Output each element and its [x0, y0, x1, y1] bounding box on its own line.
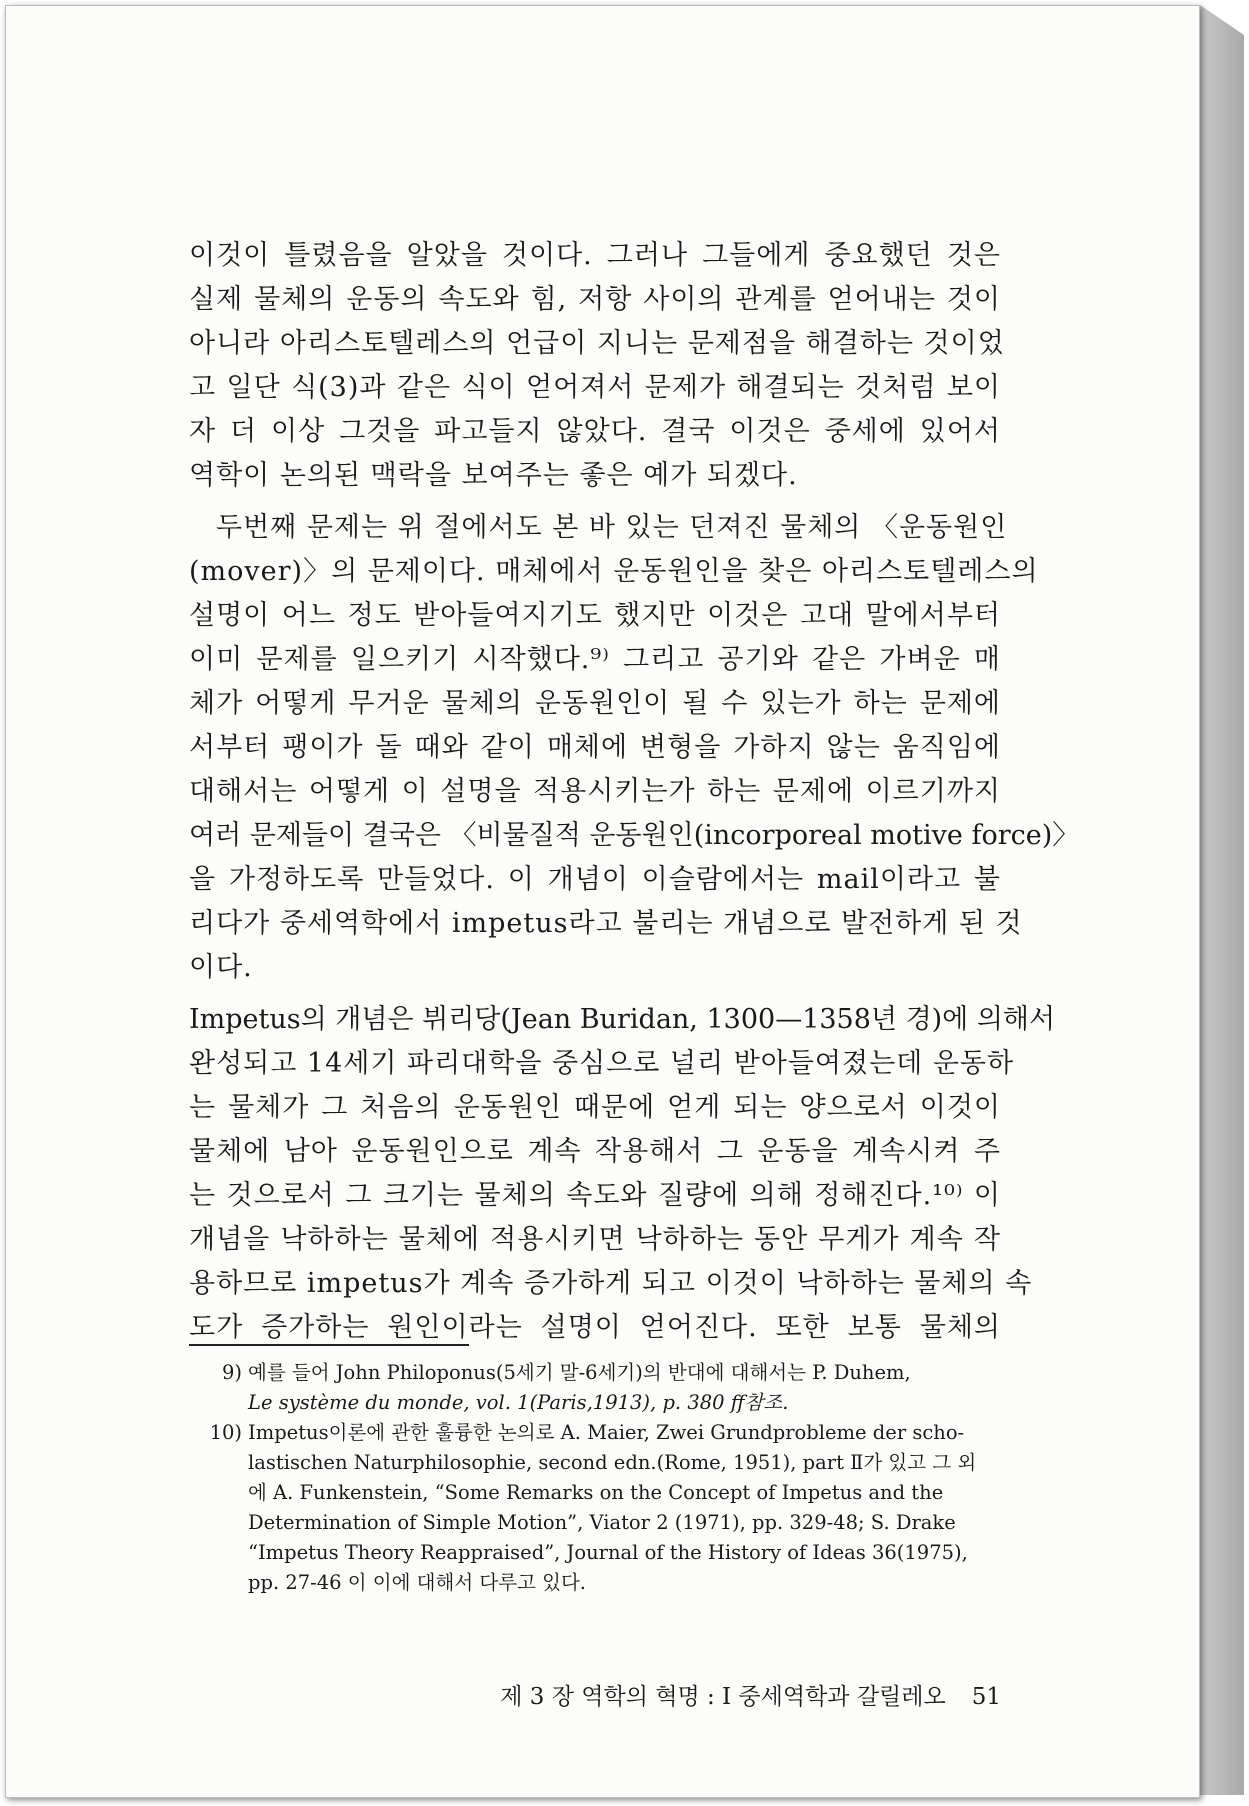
- footnote-divider: [189, 1344, 469, 1346]
- body-line: 두번째 문제는 위 절에서도 본 바 있는 던져진 물체의 〈운동원인: [216, 512, 1008, 543]
- body-line: 여러 문제들이 결국은 〈비물질적 운동원인(incorporeal motive force)〉: [189, 820, 1080, 851]
- body-line: 대해서는 어떻게 이 설명을 적용시키는가 하는 문제에 이르기까지: [189, 776, 1001, 807]
- footnote-line: lastischen Naturphilosophie, second edn.(Rome, 1951), part Ⅱ가 있고 그 외: [248, 1451, 977, 1474]
- book-page-edge: [1200, 5, 1244, 1795]
- running-head: 제 3 장 역학의 혁명 : I 중세역학과 갈릴레오: [500, 1684, 946, 1710]
- footnote-line: Determination of Simple Motion”, Viator 2 (1971), pp. 329-48; S. Drake: [248, 1511, 956, 1534]
- body-line: Impetus의 개념은 뷔리당(Jean Buridan, 1300—1358년 경)에 의해서: [189, 1004, 1056, 1035]
- body-line: 자 더 이상 그것을 파고들지 않았다. 결국 이것은 중세에 있어서: [189, 416, 1001, 447]
- footnote-line: Impetus이론에 관한 훌륭한 논의로 A. Maier, Zwei Grundprobleme der scho-: [248, 1421, 965, 1444]
- footnote-line: “Impetus Theory Reappraised”, Journal of the History of Ideas 36(1975),: [248, 1541, 968, 1564]
- body-line: 역학이 논의된 맥락을 보여주는 좋은 예가 되겠다.: [189, 460, 798, 491]
- footnote-line: pp. 27-46 이 이에 대해서 다루고 있다.: [248, 1571, 586, 1594]
- footnote-line: 예를 들어 John Philoponus(5세기 말-6세기)의 반대에 대해서는 P. Duhem,: [248, 1361, 911, 1384]
- body-line: 물체에 남아 운동원인으로 계속 작용해서 그 운동을 계속시켜 주: [189, 1136, 1001, 1167]
- footnote-line: 에 A. Funkenstein, “Some Remarks on the Concept of Impetus and the: [248, 1481, 944, 1504]
- body-line: (mover)〉의 문제이다. 매체에서 운동원인을 찾은 아리스토텔레스의: [189, 556, 1039, 587]
- body-line: 설명이 어느 정도 받아들여지기도 했지만 이것은 고대 말에서부터: [189, 600, 1001, 631]
- body-line: 을 가정하도록 만들었다. 이 개념이 이슬람에서는 mail이라고 불: [189, 864, 1001, 895]
- body-line: 리다가 중세역학에서 impetus라고 불리는 개념으로 발전하게 된 것: [189, 908, 1023, 939]
- body-line: 아니라 아리스토텔레스의 언급이 지니는 문제점을 해결하는 것이었: [189, 328, 1005, 359]
- page-number: 51: [971, 1684, 1001, 1710]
- body-line: 완성되고 14세기 파리대학을 중심으로 널리 받아들여졌는데 운동하: [189, 1048, 1015, 1079]
- footnote-number: 9): [221, 1361, 242, 1384]
- body-line: 이것이 틀렸음을 알았을 것이다. 그러나 그들에게 중요했던 것은: [189, 240, 1001, 271]
- running-footer: [426, 1678, 1001, 1711]
- body-line: 체가 어떻게 무거운 물체의 운동원인이 될 수 있는가 하는 문제에: [189, 688, 1001, 719]
- footnote-line: Le système du monde, vol. 1(Paris,1913), p. 380 ff참조.: [248, 1391, 789, 1414]
- footnote-number: 10): [209, 1421, 242, 1444]
- body-line: 도가 증가하는 원인이라는 설명이 얻어진다. 또한 보통 물체의: [189, 1312, 1001, 1343]
- body-line: 는 것으로서 그 크기는 물체의 속도와 질량에 의해 정해진다.¹⁰⁾ 이: [189, 1180, 1001, 1211]
- body-line: 이다.: [189, 952, 253, 983]
- body-line: 서부터 팽이가 돌 때와 같이 매체에 변형을 가하지 않는 움직임에: [189, 732, 1001, 763]
- body-line: 는 물체가 그 처음의 운동원인 때문에 얻게 되는 양으로서 이것이: [189, 1092, 1001, 1123]
- footnote-10: [202, 1418, 1002, 1598]
- body-line: 이미 문제를 일으키기 시작했다.⁹⁾ 그리고 공기와 같은 가벼운 매: [189, 644, 1001, 675]
- body-line: 고 일단 식(3)과 같은 식이 얻어져서 문제가 해결되는 것처럼 보이: [189, 372, 1001, 403]
- footnote-9: [202, 1358, 1002, 1418]
- book-page: [5, 5, 1200, 1798]
- body-line: 실제 물체의 운동의 속도와 힘, 저항 사이의 관계를 얻어내는 것이: [189, 284, 1001, 315]
- body-text: [189, 234, 1080, 1350]
- body-line: 개념을 낙하하는 물체에 적용시키면 낙하하는 동안 무게가 계속 작: [189, 1224, 1001, 1255]
- footnotes: [202, 1358, 1002, 1598]
- body-line: 용하므로 impetus가 계속 증가하게 되고 이것이 낙하하는 물체의 속: [189, 1268, 1033, 1299]
